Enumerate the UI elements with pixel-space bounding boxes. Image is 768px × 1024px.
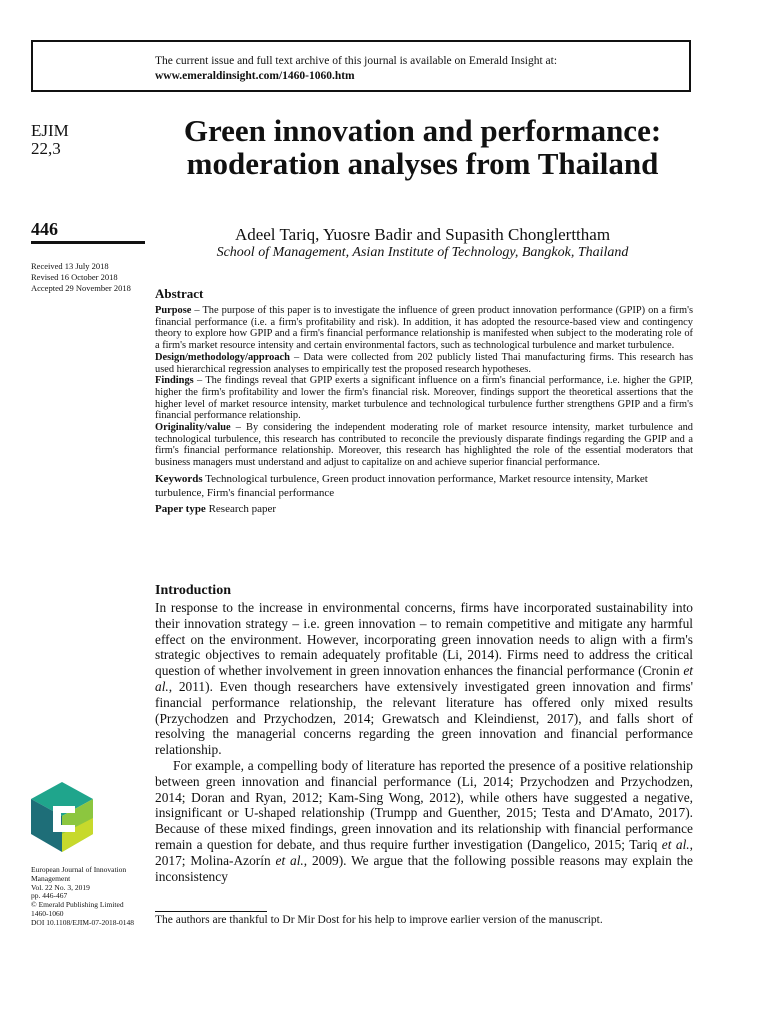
intro-p1-text-b: , 2011). Even though researchers have extensively investigated green innovation and firms' financial performance relationship, the relevant literature has offered only mixed results (Przychodzen and Przychodzen, 2014; Grewatsch and Kleindienst, 2017), and falls short of resolving the managerial concerns regarding the green innovation and financial performance relationship. [155, 678, 693, 758]
abstract-findings [155, 375, 693, 422]
page-number: 446 [31, 219, 58, 239]
journal-abbrev: EJIM [31, 121, 69, 140]
keywords-label: Keywords [155, 472, 203, 485]
introduction-body [155, 600, 693, 884]
findings-label: Findings [155, 375, 194, 387]
paper-type-text: Research paper [205, 502, 277, 515]
introduction-heading: Introduction [155, 583, 231, 598]
journal-name: European Journal of Innovation Management [31, 865, 127, 883]
revised-date: Revised 16 October 2018 [31, 272, 118, 282]
keywords-text: Technological turbulence, Green product innovation performance, Market resource intensity, Market turbulence, Firm's financial performance [155, 472, 648, 499]
et-al: et al. [155, 663, 693, 694]
issn: 1460-1060 [31, 908, 64, 918]
purpose-text: – The purpose of this paper is to investigate the influence of green product innovation performance (GPIP) on a firm's financial performance (i.e. a firm's profitability and risk). In addition, it has adopted the resource-based view and contingency theory to explore how GPIP and a firm's financial performance relationship is manifested when subject to the moderating role of a firm's market resource intensity and certain environmental factors, such as technological turbulence and market turbulence. [155, 305, 693, 352]
acknowledgement-footnote: The authors are thankful to Dr Mir Dost for his help to improve earlier version of the manuscript. [155, 914, 603, 926]
abstract-purpose [155, 305, 693, 352]
journal-url[interactable]: www.emeraldinsight.com/1460-1060.htm [155, 70, 355, 82]
design-label: Design/methodology/approach [155, 351, 290, 363]
page-range: pp. 446-467 [31, 891, 68, 901]
purpose-label: Purpose [155, 305, 192, 316]
journal-code-block [31, 122, 69, 158]
design-text: – Data were collected from 202 publicly listed Thai manufacturing firms. This research has used hierarchical regression analyses to empirically test the proposed research hypotheses. [155, 351, 693, 375]
journal-volume: Vol. 22 No. 3, 2019 [31, 882, 90, 892]
originality-text: – By considering the independent moderating role of market resource intensity, market turbulence and technological turbulence, this research has contributed to reconcile the previously disparate findings regarding the GPIP and a firm's financial performance relationship. Moreover, this research has highlighted the role of the essential moderators that business managers must understand and adjust to capitalize on and achieve superior financial performance. [155, 422, 693, 469]
article-title: Green innovation and performance: moderation analyses from Thailand [183, 113, 662, 181]
submission-dates [31, 261, 131, 294]
accepted-date: Accepted 29 November 2018 [31, 283, 131, 293]
footnote-rule [155, 911, 267, 912]
paper-type-label: Paper type [155, 502, 206, 515]
author-affiliation: School of Management, Asian Institute of Technology, Bangkok, Thailand [216, 245, 629, 260]
intro-paragraph-1 [155, 600, 693, 758]
journal-access-box [31, 40, 691, 92]
intro-p2-text-c: , 2009). We argue that the following possible reasons may explain the inconsistency [155, 852, 693, 884]
emerald-logo-icon [31, 782, 93, 852]
abstract-design [155, 352, 693, 375]
et-al: et al. [661, 836, 690, 852]
volume-issue: 22,3 [31, 139, 61, 158]
originality-label: Originality/value [155, 422, 231, 434]
copyright: © Emerald Publishing Limited [31, 900, 124, 910]
page-number-rule [31, 241, 145, 244]
et-al: et al. [275, 852, 304, 868]
abstract-paper-type [155, 502, 693, 516]
intro-p2-text-b: , 2017; Molina-Azorín [155, 836, 693, 868]
abstract-keywords [155, 472, 693, 500]
intro-p2-text-a: For example, a compelling body of literature has reported the presence of a positive relationship between green innovation and financial performance (Li, 2014; Przychodzen and Przychodzen, 2014; Doran and Ryan, 2012; Kam-Sing Wong, 2012), while others have suggested a negative, insignificant or U-shaped relationship (Trumpp and Guenther, 2015; Testa and D'Amato, 2017). Because of these mixed findings, green innovation and its relationship with financial performance remain a question for debate, and thus require further investigation (Dangelico, 2015; Tariq [155, 757, 693, 852]
doi: DOI 10.1108/EJIM-07-2018-0148 [31, 917, 135, 927]
abstract-heading: Abstract [155, 286, 204, 301]
findings-text: – The findings reveal that GPIP exerts a significant influence on a firm's financial performance, i.e. higher the GPIP, higher the firm's profitability and lower the firm's financial risk. Moreover, findings support the theoretical assertions that the higher level of market resource intensity, market turbulence and technological turbulence further strengthens GPIP and a firm's financial performance relationship. [155, 375, 693, 422]
abstract-originality [155, 422, 693, 469]
intro-p1-text-a: In response to the increase in environmental concerns, firms have incorporated sustainability into their innovation strategy – i.e. green innovation – to remain competitive and mitigate any harmful effect on the environment. However, incorporating green innovation needs to align with a firm's strategic objectives to remain adequately profitable (Li, 2014). Firms need to address the critical question of whether involvement in green innovation enhances the financial performance (Cronin [155, 600, 693, 679]
intro-paragraph-2 [155, 758, 693, 884]
journal-citation-info [31, 866, 143, 928]
access-notice: The current issue and full text archive of this journal is available on Emerald Insight at: [155, 55, 558, 67]
received-date: Received 13 July 2018 [31, 261, 109, 271]
abstract-body [155, 305, 693, 516]
article-authors: Adeel Tariq, Yuosre Badir and Supasith Chonglerttham [234, 225, 611, 244]
